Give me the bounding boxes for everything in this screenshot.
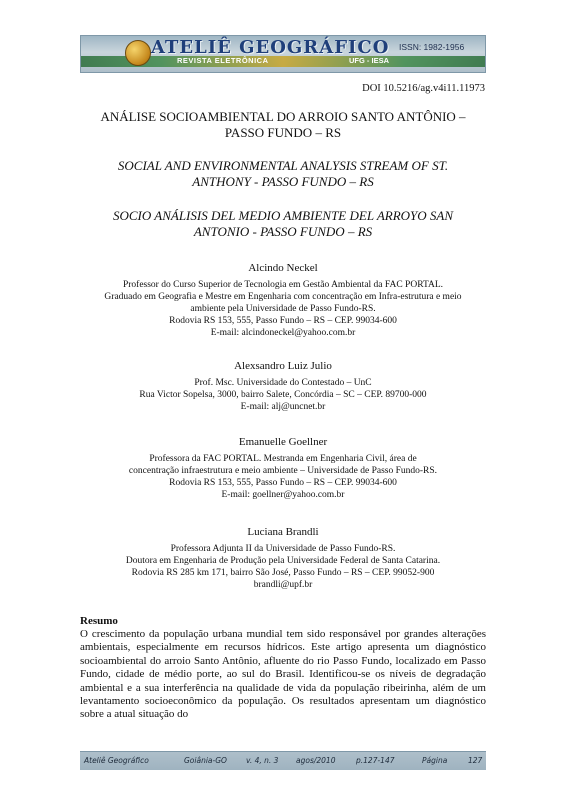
author-email: E-mail: alj@uncnet.br [240,402,326,412]
author-affiliation [80,377,486,413]
affiliation-line: Rodovia RS 285 km 171, bairro São José, Passo Fundo – RS – CEP. 99052-900 [131,568,435,578]
footer-city: Goiânia-GO [184,756,227,765]
page-footer [80,751,486,770]
author-email: E-mail: alcindoneckel@yahoo.com.br [210,328,356,338]
footer-page-number: 127 [468,756,483,765]
title-line: ANÁLISE SOCIOAMBIENTAL DO ARROIO SANTO ANTÔNIO – [100,109,466,124]
author-affiliation [80,543,486,591]
journal-institution: UFG - IESA [349,56,390,65]
doi: DOI 10.5216/ag.v4i11.11973 [362,83,485,94]
journal-banner [80,35,486,73]
title-line: ANTHONY - PASSO FUNDO – RS [192,174,374,189]
journal-subtitle: REVISTA ELETRÔNICA [177,56,269,65]
title-portuguese [80,109,486,141]
title-spanish [80,208,486,240]
author-name: Luciana Brandli [247,526,319,538]
title-english [80,158,486,190]
title-line: SOCIAL AND ENVIRONMENTAL ANALYSIS STREAM OF ST. [117,158,449,173]
issn: ISSN: 1982-1956 [399,42,465,52]
affiliation-line: Rua Victor Sopelsa, 3000, bairro Salete, Concórdia – SC – CEP. 89700-000 [139,390,427,400]
affiliation-line: Doutora em Engenharia de Produção pela Universidade Federal de Santa Catarina. [125,556,441,566]
affiliation-line: ambiente pela Universidade de Passo Fundo-RS. [190,304,376,314]
footer-date: agos/2010 [296,756,336,765]
author-affiliation [80,279,486,339]
footer-volume: v. 4, n. 3 [246,756,279,765]
abstract-heading: Resumo [80,615,118,627]
affiliation-line: Professora Adjunta II da Universidade de Passo Fundo-RS. [170,544,396,554]
footer-page-label: Página [422,756,448,765]
affiliation-line: Graduado em Geografia e Mestre em Engenharia com concentração em Infra-estrutura e meio [104,292,462,302]
affiliation-line: Rodovia RS 153, 555, Passo Fundo – RS – CEP. 99034-600 [169,478,397,488]
author-name: Alexsandro Luiz Julio [234,360,332,372]
author-affiliation [80,453,486,501]
author-email: E-mail: goellner@yahoo.com.br [221,490,345,500]
title-line: SOCIO ANÁLISIS DEL MEDIO AMBIENTE DEL ARROYO SAN [112,208,454,223]
affiliation-line: concentração infraestrutura e meio ambiente – Universidade de Passo Fundo-RS. [128,466,438,476]
affiliation-line: Professor do Curso Superior de Tecnologia em Gestão Ambiental da FAC PORTAL. [122,280,444,290]
title-line: PASSO FUNDO – RS [224,125,342,140]
footer-pages: p.127-147 [356,756,395,765]
author-name: Alcindo Neckel [248,262,318,274]
author-name: Emanuelle Goellner [238,436,328,448]
affiliation-line: Rodovia RS 153, 555, Passo Fundo – RS – CEP. 99034-600 [169,316,397,326]
affiliation-line: Professora da FAC PORTAL. Mestranda em Engenharia Civil, área de [149,454,417,464]
footer-journal: Ateliê Geográfico [84,756,149,765]
affiliation-line: Prof. Msc. Universidade do Contestado – UnC [194,378,372,388]
title-line: ANTONIO - PASSO FUNDO – RS [193,224,373,239]
journal-title: ATELIÊ GEOGRÁFICO [151,37,390,58]
author-email: brandli@upf.br [253,580,313,590]
abstract-text: O crescimento da população urbana mundial tem sido responsável por grandes alterações ambientais, especialmente em recursos hídricos. Este artigo apresenta um diagnóstico socioambiental do arroio Santo Antônio, afluente do rio Passo Fundo, localizado em Passo Fundo, cidade de médio porte, ao sul do Brasil. Identificou-se os níveis de degradação ambiental e a sua interferência na qualidade de vida da população ribeirinha, além de um levantamento socioeconômico da população. Os resultados apresentam um diagnóstico sobre a atual situação do [80,628,486,721]
globe-logo-icon [125,40,151,66]
